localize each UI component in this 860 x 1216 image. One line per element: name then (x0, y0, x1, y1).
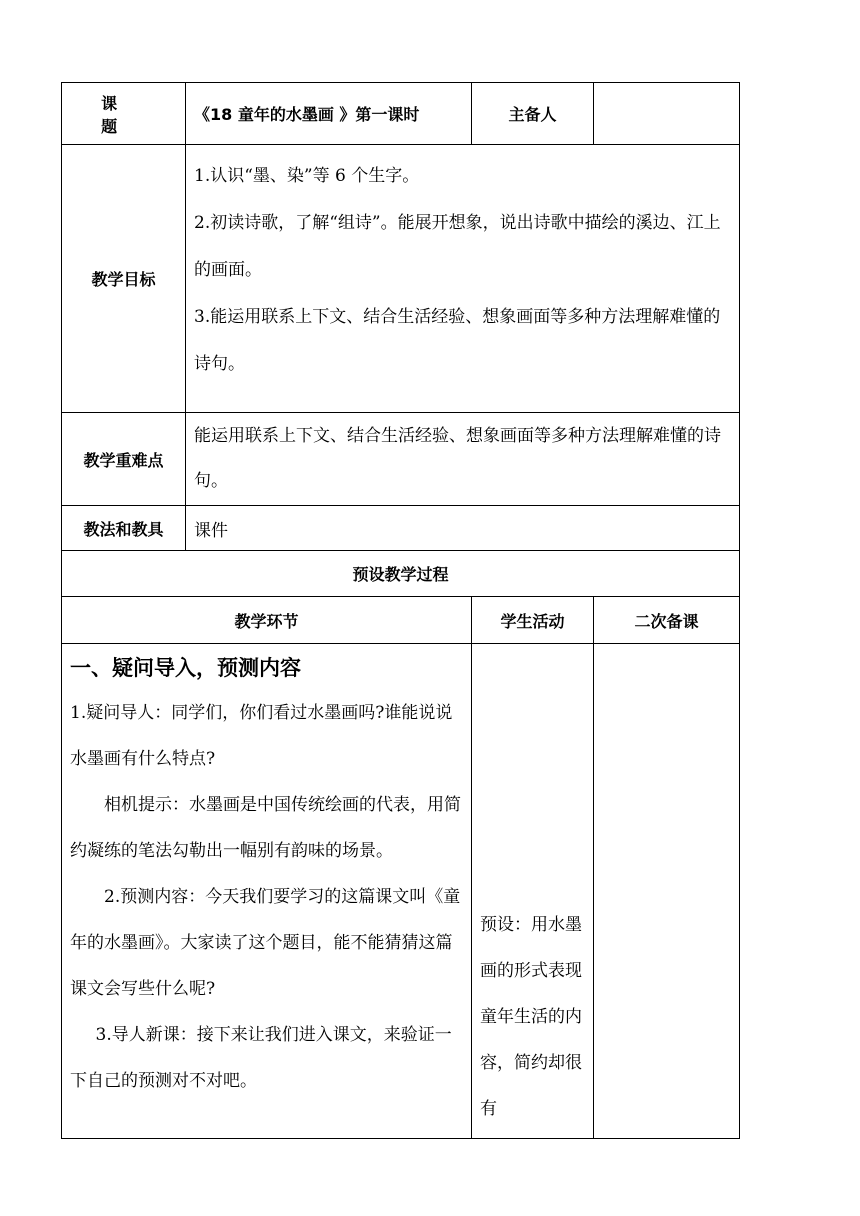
methods-text: 课件 (186, 506, 740, 551)
second-prep-column-header: 二次备课 (594, 597, 740, 644)
process-paragraph: 1.疑问导人：同学们，你们看过水墨画吗?谁能说说水墨画有什么特点? (70, 703, 453, 769)
second-prep-content (594, 644, 740, 1139)
section-heading: 一、疑问导入，预测内容 (70, 656, 301, 680)
key-points-row (62, 413, 740, 506)
preparer-label: 主备人 (472, 83, 594, 145)
goals-content (186, 145, 740, 413)
stage-column-header: 教学环节 (62, 597, 472, 644)
process-section-title: 预设教学过程 (62, 551, 740, 597)
lesson-plan (61, 82, 739, 1139)
goals-label: 教学目标 (62, 145, 186, 413)
topic-value: 《18 童年的水墨画 》第一课时 (186, 83, 472, 145)
lesson-plan-table (61, 82, 740, 1139)
student-activity-content (472, 644, 594, 1139)
preparer-value (594, 83, 740, 145)
methods-row (62, 506, 740, 551)
goal-item: 3.能运用联系上下文、结合生活经验、想象画面等多种方法理解难懂的诗句。 (194, 307, 721, 374)
goal-item: 1.认识“墨、染”等 6 个生字。 (194, 166, 420, 186)
process-paragraph: 3.导人新课：接下来让我们进入课文，来验证一下自己的预测对不对吧。 (70, 1025, 452, 1091)
key-points-label: 教学重难点 (62, 413, 186, 506)
goals-row (62, 145, 740, 413)
process-paragraph: 相机提示：水墨画是中国传统绘画的代表，用简约凝练的笔法勾勒出一幅别有韵味的场景。 (70, 795, 461, 861)
topic-label-cell (62, 83, 186, 145)
methods-label: 教法和教具 (62, 506, 186, 551)
process-paragraph: 2.预测内容：今天我们要学习的这篇课文叫《童年的水墨画》。大家读了这个题目，能不能猜猜这篇课文会写些什么呢? (70, 887, 461, 999)
goal-item: 2.初读诗歌，了解“组诗”。能展开想象，说出诗歌中描绘的溪边、江上的画面。 (194, 213, 721, 280)
process-title-row (62, 551, 740, 597)
student-activity-text: 预设：用水墨画的形式表现童年生活的内容，简约却很有 (480, 915, 582, 1119)
stage-content (62, 644, 472, 1139)
process-header-row (62, 597, 740, 644)
student-column-header: 学生活动 (472, 597, 594, 644)
topic-label: 课 题 (101, 93, 146, 136)
topic-row (62, 83, 740, 145)
key-points-text: 能运用联系上下文、结合生活经验、想象画面等多种方法理解难懂的诗句。 (194, 426, 721, 491)
key-points-content (186, 413, 740, 506)
process-content-row (62, 644, 740, 1139)
